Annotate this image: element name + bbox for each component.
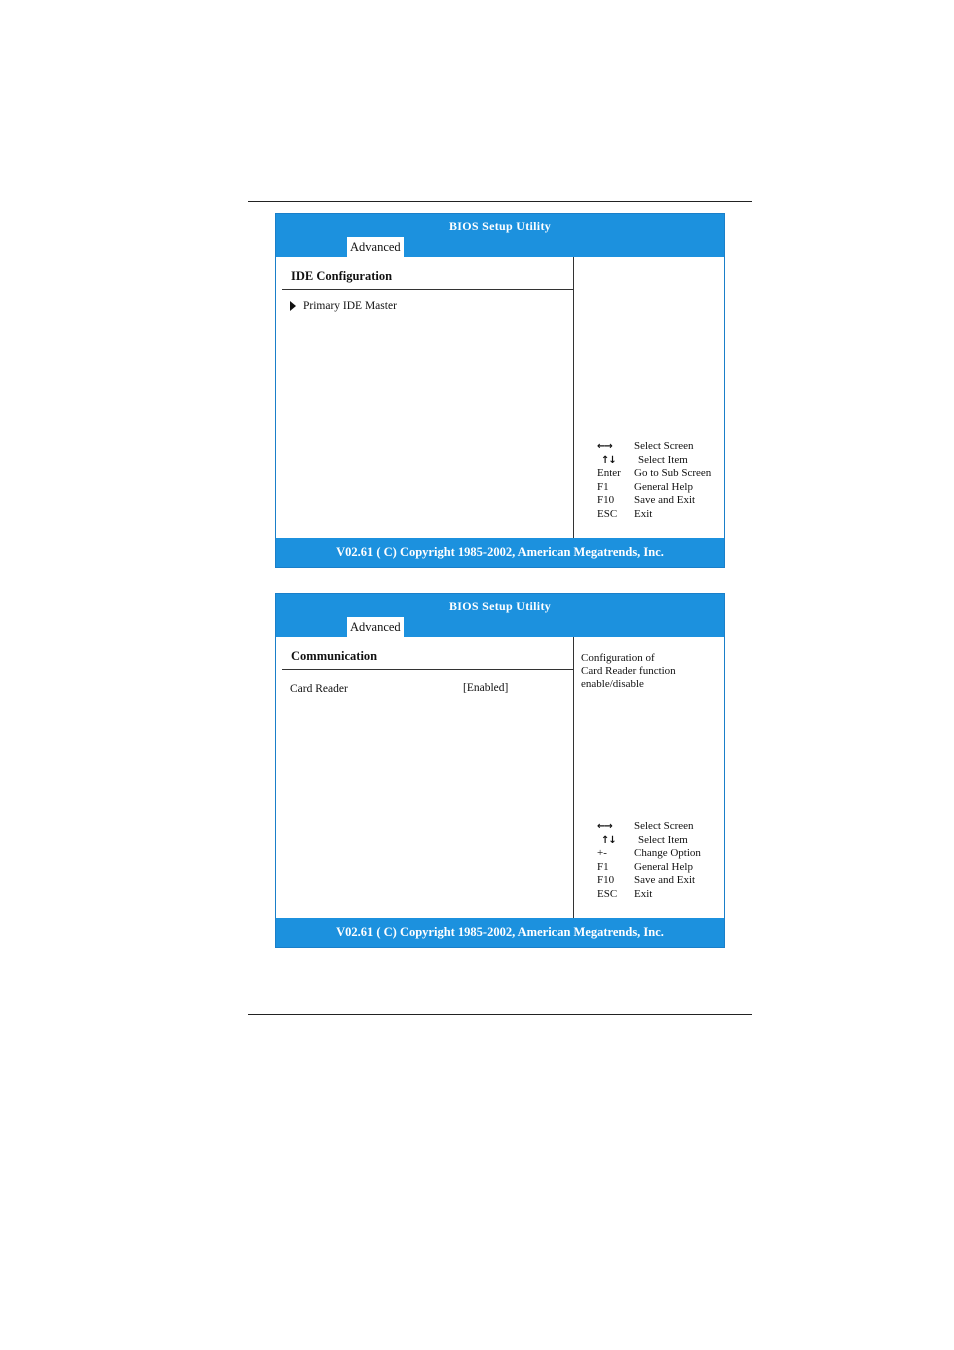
key-name: ESC (597, 507, 618, 520)
key-legend-row (597, 454, 725, 468)
bios-screen-communication (275, 593, 725, 948)
key-legend-row (597, 494, 725, 508)
setting-value-card-reader[interactable]: [Enabled] (463, 682, 509, 694)
left-right-arrows-icon: ←→ (597, 441, 612, 452)
section-divider (282, 669, 574, 670)
key-legend-row (597, 481, 725, 495)
key-legend-row (597, 820, 725, 834)
section-title: IDE Configuration (291, 269, 393, 283)
key-desc: General Help (634, 860, 693, 873)
left-right-arrows-icon: ←→ (597, 821, 612, 832)
bios-screen-ide-configuration (275, 213, 725, 568)
bios-title-bar: BIOS Setup Utility (276, 594, 724, 616)
key-legend-row (597, 440, 725, 454)
key-legend-row (597, 888, 725, 902)
key-legend-row (597, 508, 725, 522)
bios-title-bar: BIOS Setup Utility (276, 214, 724, 236)
help-line: Configuration of (581, 652, 655, 664)
help-description (581, 652, 721, 691)
key-name: F10 (597, 494, 615, 507)
key-desc: Save and Exit (634, 874, 696, 887)
key-desc: Change Option (634, 847, 701, 860)
key-name: F1 (597, 860, 609, 873)
key-legend-row (597, 467, 725, 481)
key-desc: Exit (634, 887, 653, 900)
copyright-footer: V02.61 ( C) Copyright 1985-2002, American Megatrends, Inc. (276, 918, 724, 947)
key-name: ESC (597, 887, 618, 900)
help-line: enable/disable (581, 678, 644, 690)
key-name: F10 (597, 874, 615, 887)
submenu-arrow-icon (290, 301, 296, 311)
key-legend (597, 820, 725, 902)
menu-item-primary-ide-master[interactable] (290, 300, 397, 312)
key-desc: Save and Exit (634, 494, 696, 507)
key-name: F1 (597, 480, 609, 493)
page-top-rule (248, 201, 752, 202)
section-divider (282, 289, 574, 290)
key-legend-row (597, 834, 725, 848)
key-legend-row (597, 861, 725, 875)
key-desc: Exit (634, 507, 653, 520)
key-desc: Select Item (638, 833, 688, 846)
help-line: Card Reader function (581, 665, 676, 677)
page-bottom-rule (248, 1014, 752, 1015)
menu-item-label: Primary IDE Master (303, 300, 397, 312)
key-legend-row (597, 847, 725, 861)
bios-menu-bar (276, 616, 724, 637)
up-down-arrows-icon: ↑↓ (601, 454, 616, 466)
copyright-footer: V02.61 ( C) Copyright 1985-2002, American Megatrends, Inc. (276, 538, 724, 567)
tab-advanced[interactable]: Advanced (347, 237, 404, 257)
key-desc: Select Screen (634, 820, 694, 832)
up-down-arrows-icon: ↑↓ (601, 834, 616, 846)
tab-advanced[interactable]: Advanced (347, 617, 404, 637)
setting-label-card-reader[interactable]: Card Reader (290, 683, 348, 695)
bios-menu-bar (276, 236, 724, 257)
key-legend-row (597, 874, 725, 888)
section-title: Communication (291, 649, 378, 663)
settings-pane (276, 637, 574, 919)
key-desc: General Help (634, 480, 693, 493)
key-desc: Go to Sub Screen (634, 467, 712, 480)
help-pane (574, 257, 724, 539)
key-desc: Select Item (638, 453, 688, 466)
key-legend (597, 440, 725, 522)
settings-pane (276, 257, 574, 539)
help-pane (574, 637, 724, 919)
key-name: +- (597, 847, 607, 860)
key-name: Enter (597, 467, 621, 480)
key-desc: Select Screen (634, 440, 694, 452)
